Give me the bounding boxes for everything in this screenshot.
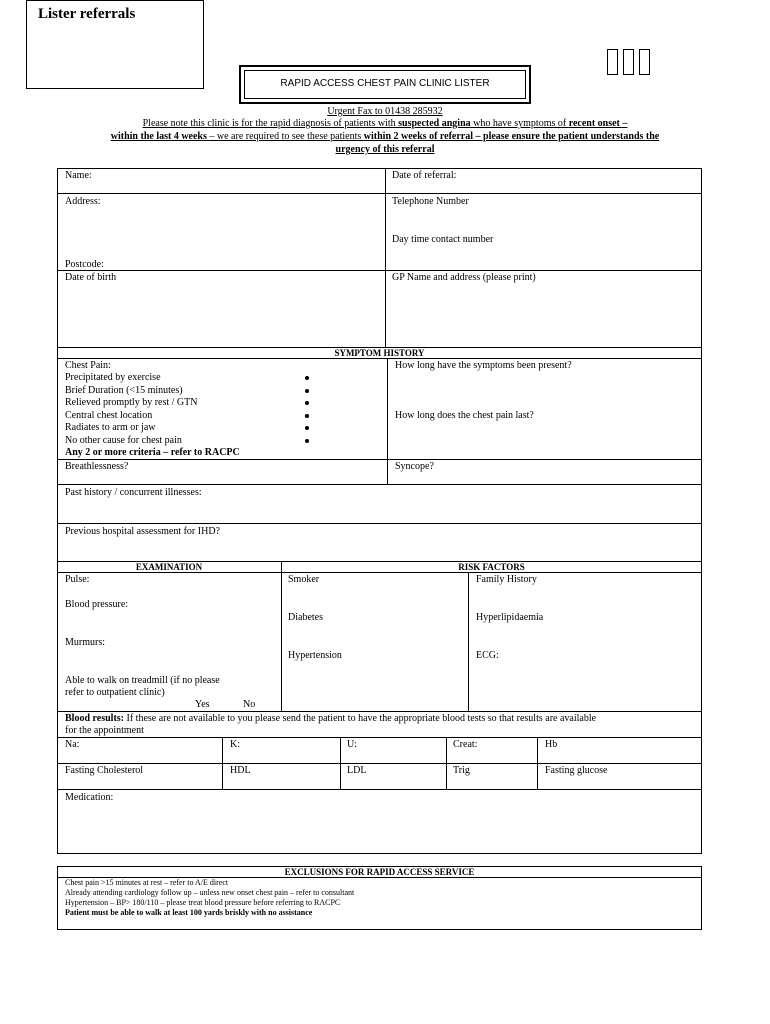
notice-text: who have symptoms of xyxy=(470,118,569,129)
hypertension-label: Hypertension xyxy=(288,650,342,661)
medication-label: Medication: xyxy=(65,792,114,803)
notice-line-1 xyxy=(0,118,770,130)
criteria-item: Central chest location xyxy=(65,410,153,421)
blood-pressure-label: Blood pressure: xyxy=(65,599,129,610)
bullet-icon xyxy=(305,414,309,418)
criteria-item: Brief Duration (<15 minutes) xyxy=(65,385,183,396)
fasting-cholesterol-label: Fasting Cholesterol xyxy=(65,765,144,776)
postcode-field-label: Postcode: xyxy=(65,259,104,270)
blood-results-note-line2: for the appointment xyxy=(65,725,144,736)
ecg-label: ECG: xyxy=(476,650,499,661)
exclusion-item: Hypertension – BP> 180/110 – please treat blood pressure before referring to RACPC xyxy=(65,898,341,907)
hdl-label: HDL xyxy=(230,765,251,776)
exclusions-heading: EXCLUSIONS FOR RAPID ACCESS SERVICE xyxy=(284,867,475,877)
blood-results-note-line1 xyxy=(65,713,596,725)
examination-heading: EXAMINATION xyxy=(135,562,203,572)
diabetes-label: Diabetes xyxy=(288,612,323,623)
symptom-history-heading: SYMPTOM HISTORY xyxy=(334,348,425,358)
ldl-label: LDL xyxy=(347,765,367,776)
treadmill-question-line2: refer to outpatient clinic) xyxy=(65,687,165,698)
symptoms-duration-question: How long have the symptoms been present? xyxy=(395,360,572,371)
syncope-label: Syncope? xyxy=(395,461,434,472)
gp-field-label: GP Name and address (please print) xyxy=(392,272,536,283)
treadmill-yes-option[interactable]: Yes xyxy=(195,699,210,710)
exclusion-item: Chest pain >15 minutes at rest – refer to A/E direct xyxy=(65,878,229,887)
notice-text: Please note this clinic is for the rapid diagnosis of patients with xyxy=(142,118,399,129)
bullet-icon xyxy=(305,389,309,393)
na-label: Na: xyxy=(65,739,80,750)
referral-date-field-label: Date of referral: xyxy=(392,170,457,181)
blood-results-title: Blood results: xyxy=(65,713,124,724)
notice-emphasis: recent onset – xyxy=(568,118,628,129)
criteria-item: Precipitated by exercise xyxy=(65,372,161,383)
bullet-icon xyxy=(305,426,309,430)
breathlessness-label: Breathlessness? xyxy=(65,461,129,472)
bullet-icon xyxy=(305,376,309,380)
trig-label: Trig xyxy=(453,765,470,776)
dob-field-label: Date of birth xyxy=(65,272,117,283)
notice-text: – we are required to see these patients xyxy=(206,131,364,142)
exclusion-final-rule: Patient must be able to walk at least 100 yards briskly with no assistance xyxy=(65,908,313,917)
previous-assessment-label: Previous hospital assessment for IHD? xyxy=(65,526,220,537)
chest-pain-label: Chest Pain: xyxy=(65,360,111,371)
notice-emphasis: within 2 weeks of referral – please ensure the patient understands the xyxy=(363,131,660,142)
blood-results-note: If these are not available to you please send the patient to have the appropriate blood tests so that results are available xyxy=(124,713,597,724)
fasting-glucose-label: Fasting glucose xyxy=(545,765,608,776)
chest-pain-duration-question: How long does the chest pain last? xyxy=(395,410,534,421)
pulse-label: Pulse: xyxy=(65,574,90,585)
name-field-label: Name: xyxy=(65,170,92,181)
notice-emphasis: within the last 4 weeks xyxy=(110,131,207,142)
past-history-label: Past history / concurrent illnesses: xyxy=(65,487,202,498)
smoker-label: Smoker xyxy=(288,574,320,585)
u-label: U: xyxy=(347,739,357,750)
family-history-label: Family History xyxy=(476,574,537,585)
k-label: K: xyxy=(230,739,240,750)
daytime-contact-field-label: Day time contact number xyxy=(392,234,494,245)
hyperlipidaemia-label: Hyperlipidaemia xyxy=(476,612,544,623)
bullet-icon xyxy=(305,439,309,443)
creat-label: Creat: xyxy=(453,739,478,750)
notice-emphasis: suspected angina xyxy=(398,118,471,129)
criteria-item: No other cause for chest pain xyxy=(65,435,182,446)
risk-factors-heading: RISK FACTORS xyxy=(458,562,525,572)
fax-line: Urgent Fax to 01438 285932 xyxy=(327,106,443,117)
hb-label: Hb xyxy=(545,739,558,750)
treadmill-question-line1: Able to walk on treadmill (if no please xyxy=(65,675,220,686)
telephone-field-label: Telephone Number xyxy=(392,196,469,207)
criteria-item: Radiates to arm or jaw xyxy=(65,422,156,433)
form-title: RAPID ACCESS CHEST PAIN CLINIC LISTER xyxy=(280,78,490,89)
bullet-icon xyxy=(305,401,309,405)
criteria-rule: Any 2 or more criteria – refer to RACPC xyxy=(65,447,240,458)
treadmill-no-option[interactable]: No xyxy=(243,699,256,710)
exclusion-item: Already attending cardiology follow up – unless new onset chest pain – refer to consultant xyxy=(65,888,355,897)
notice-line-2 xyxy=(0,131,770,143)
notice-line-3: urgency of this referral xyxy=(335,144,435,155)
criteria-item: Relieved promptly by rest / GTN xyxy=(65,397,198,408)
murmurs-label: Murmurs: xyxy=(65,637,105,648)
address-field-label: Address: xyxy=(65,196,101,207)
lister-referrals-label: Lister referrals xyxy=(38,6,136,22)
